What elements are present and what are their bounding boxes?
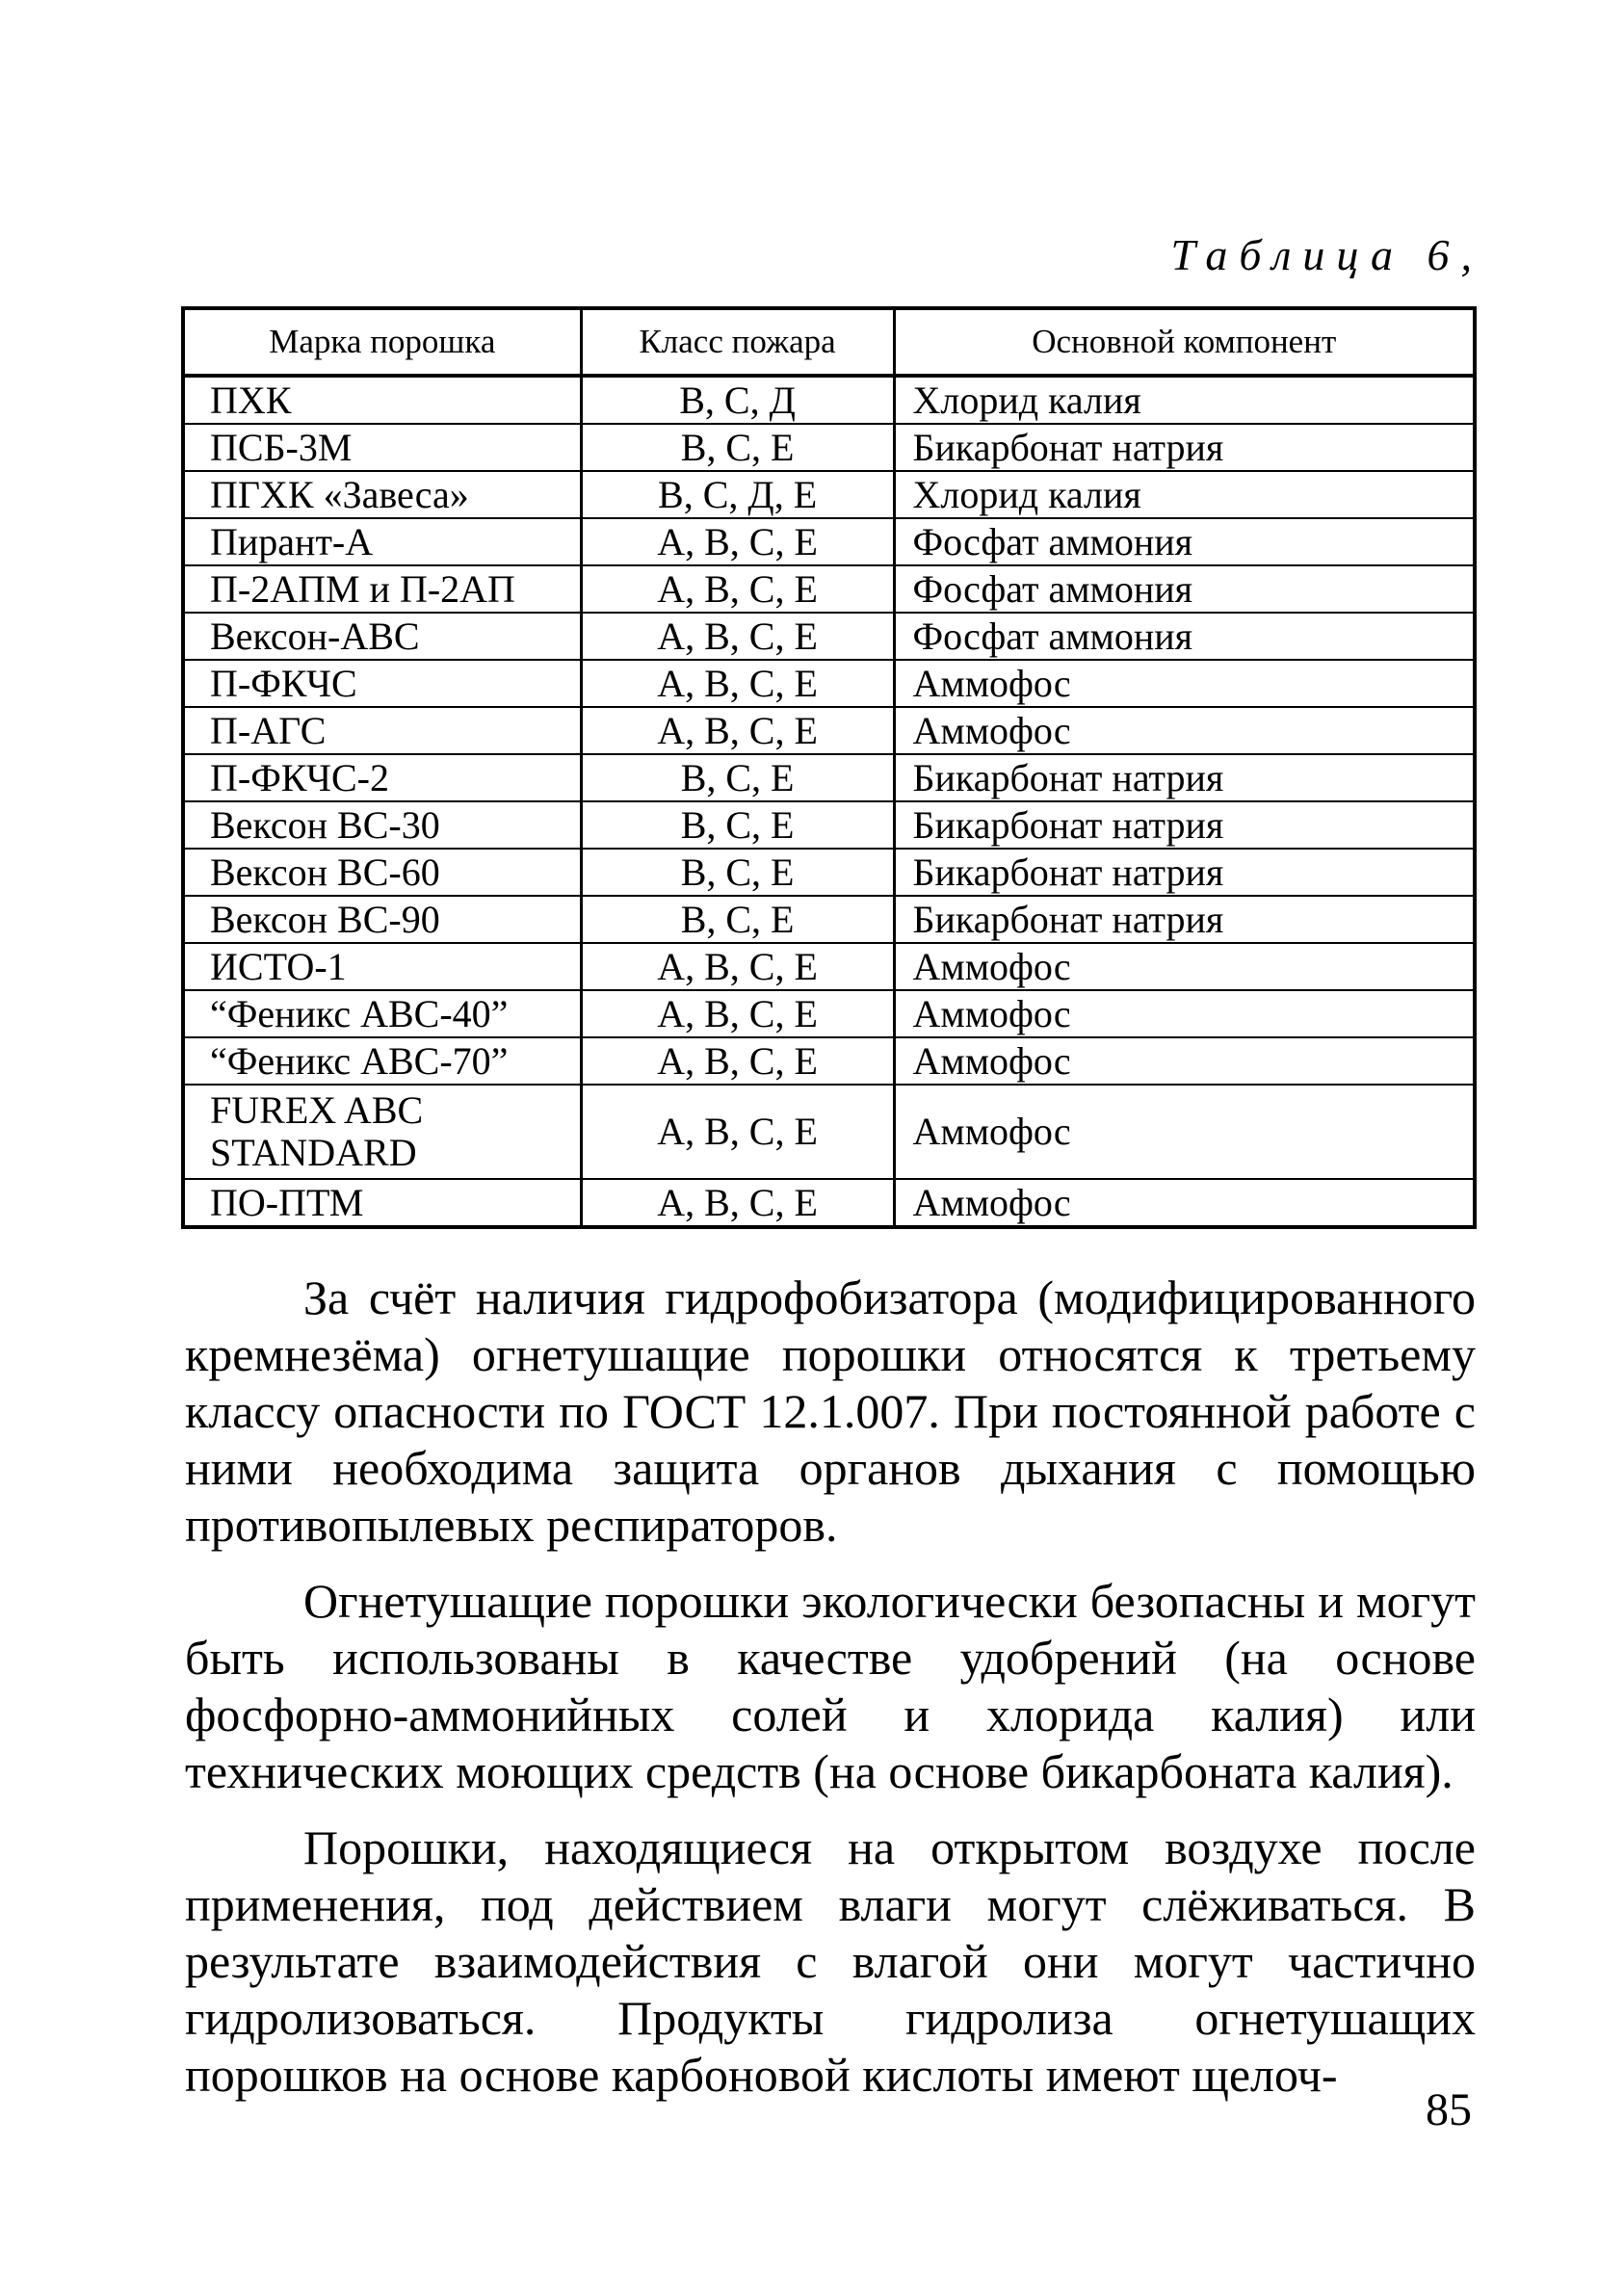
powder-table (181, 306, 1477, 1229)
table-row (183, 565, 1475, 613)
table-row (183, 518, 1475, 565)
cell-powder-brand: FUREX ABC STANDARD (183, 1085, 581, 1179)
page-number: 85 (1426, 2084, 1472, 2135)
cell-fire-class: А, В, С, Е (581, 707, 894, 754)
cell-powder-brand: П-АГС (183, 707, 581, 754)
cell-powder-brand: ПГХК «Завеса» (183, 471, 581, 518)
table-row (183, 943, 1475, 990)
cell-fire-class: А, В, С, Е (581, 565, 894, 613)
table-row (183, 1037, 1475, 1085)
table-row (183, 1085, 1475, 1179)
cell-main-component: Бикарбонат натрия (894, 754, 1475, 801)
paragraph: За счёт наличия гидрофобизатора (модифицированного кремнезёма) огнетушащие порошки относятся к третьему классу опасности по ГОСТ 12.1.007. При постоянной работе с ними необходима защита органов дыхания с помощью противопылевых респираторов. (185, 1270, 1476, 1552)
cell-powder-brand: ПСБ-3М (183, 424, 581, 471)
cell-main-component: Фосфат аммония (894, 565, 1475, 613)
cell-main-component: Бикарбонат натрия (894, 849, 1475, 896)
cell-fire-class: В, С, Е (581, 896, 894, 943)
cell-main-component: Бикарбонат натрия (894, 896, 1475, 943)
cell-powder-brand: П-2АПМ и П-2АП (183, 565, 581, 613)
table-row (183, 707, 1475, 754)
cell-main-component: Бикарбонат натрия (894, 801, 1475, 849)
cell-fire-class: А, В, С, Е (581, 1179, 894, 1227)
cell-main-component: Аммофос (894, 660, 1475, 707)
cell-powder-brand: П-ФКЧС-2 (183, 754, 581, 801)
cell-fire-class: А, В, С, Е (581, 1037, 894, 1085)
table-header-row (183, 308, 1475, 376)
cell-fire-class: В, С, Е (581, 424, 894, 471)
table-row (183, 660, 1475, 707)
cell-powder-brand: ПО-ПТМ (183, 1179, 581, 1227)
table-row (183, 613, 1475, 660)
cell-powder-brand: Вексон-АВС (183, 613, 581, 660)
table-row (183, 801, 1475, 849)
cell-fire-class: В, С, Д (581, 376, 894, 424)
header-main-component: Основной компонент (894, 308, 1475, 376)
cell-powder-brand: Вексон ВС-60 (183, 849, 581, 896)
table-row (183, 376, 1475, 424)
cell-powder-brand: ИСТО-1 (183, 943, 581, 990)
cell-main-component: Аммофос (894, 707, 1475, 754)
header-fire-class: Класс пожара (581, 308, 894, 376)
cell-main-component: Хлорид калия (894, 376, 1475, 424)
cell-fire-class: А, В, С, Е (581, 518, 894, 565)
cell-powder-brand: “Феникс АВС-70” (183, 1037, 581, 1085)
cell-fire-class: А, В, С, Е (581, 990, 894, 1037)
cell-fire-class: А, В, С, Е (581, 613, 894, 660)
table-row (183, 896, 1475, 943)
cell-fire-class: В, С, Е (581, 754, 894, 801)
cell-main-component: Фосфат аммония (894, 613, 1475, 660)
cell-main-component: Аммофос (894, 1037, 1475, 1085)
cell-main-component: Аммофос (894, 1085, 1475, 1179)
table-row (183, 990, 1475, 1037)
cell-fire-class: В, С, Е (581, 801, 894, 849)
cell-main-component: Бикарбонат натрия (894, 424, 1475, 471)
table-row (183, 754, 1475, 801)
cell-main-component: Фосфат аммония (894, 518, 1475, 565)
paragraph: Огнетушащие порошки экологически безопасны и могут быть использованы в качестве удобрений (на основе фосфорно-аммонийных солей и хлорида калия) или технических моющих средств (на основе бикарбоната калия). (185, 1574, 1476, 1798)
cell-main-component: Хлорид калия (894, 471, 1475, 518)
table-caption: Таблица 6, (1170, 230, 1483, 279)
cell-fire-class: В, С, Е (581, 849, 894, 896)
header-powder-brand: Марка порошка (183, 308, 581, 376)
cell-fire-class: А, В, С, Е (581, 660, 894, 707)
table-row (183, 849, 1475, 896)
cell-fire-class: В, С, Д, Е (581, 471, 894, 518)
body-text (185, 1269, 1476, 2123)
cell-main-component: Аммофос (894, 990, 1475, 1037)
table-row (183, 424, 1475, 471)
cell-powder-brand: ПХК (183, 376, 581, 424)
table-row (183, 1179, 1475, 1227)
cell-main-component: Аммофос (894, 943, 1475, 990)
paragraph: Порошки, находящиеся на открытом воздухе после применения, под действием влаги могут слёживаться. В результате взаимодействия с влагой они могут частично гидролизоваться. Продукты гидролиза огнетушащих порошков на основе карбоновой кислоты имеют щелоч- (185, 1820, 1476, 2102)
cell-powder-brand: Вексон ВС-90 (183, 896, 581, 943)
cell-powder-brand: Вексон ВС-30 (183, 801, 581, 849)
cell-powder-brand: Пирант-А (183, 518, 581, 565)
cell-powder-brand: “Феникс АВС-40” (183, 990, 581, 1037)
cell-main-component: Аммофос (894, 1179, 1475, 1227)
table-row (183, 471, 1475, 518)
cell-powder-brand: П-ФКЧС (183, 660, 581, 707)
cell-fire-class: А, В, С, Е (581, 943, 894, 990)
cell-fire-class: А, В, С, Е (581, 1085, 894, 1179)
